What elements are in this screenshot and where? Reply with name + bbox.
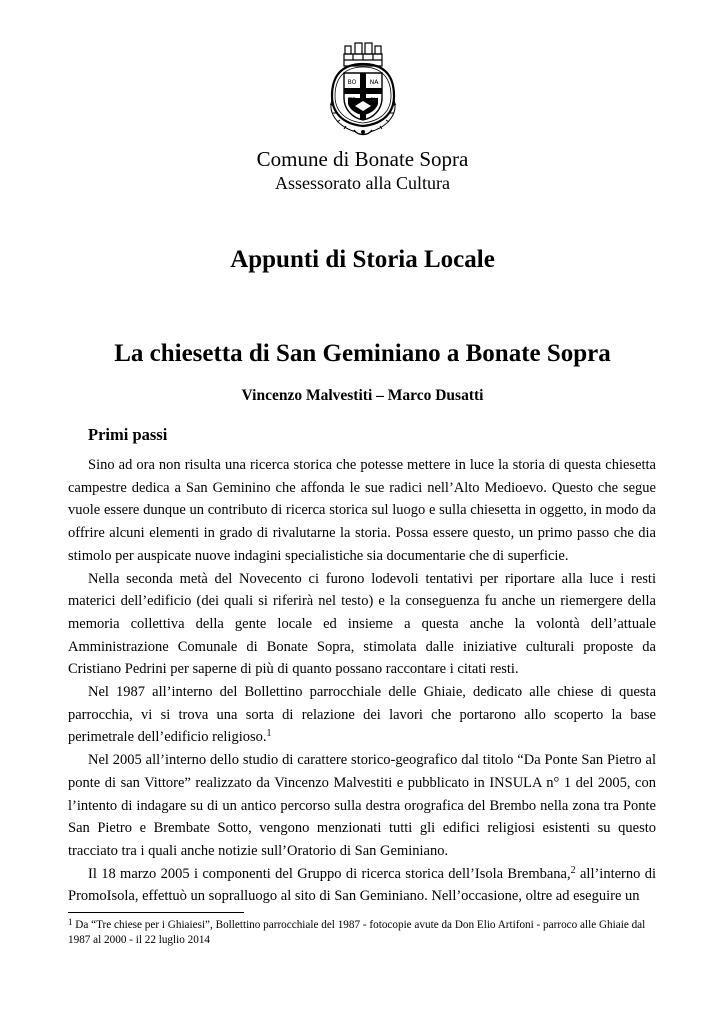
coat-of-arms-icon xyxy=(318,40,408,138)
authors: Vincenzo Malvestiti – Marco Dusatti xyxy=(241,387,484,404)
footnote xyxy=(68,918,656,948)
paragraph-text: Sino ad ora non risulta una ricerca storica che potesse mettere in luce la storia di questa chiesetta campestre dedica a San Geminino che affonda le sue radici nell’Alto Medioevo. Questo che segue vuole essere dunque un contributo di ricerca storica sul luogo e sulla chiesetta in oggetto, in modo da offrire alcuni elementi in grado di rivalutarne la storia. Possa essere questo, un primo passo che dia stimolo per auspicate nuove indagini specialistiche sia documentarie che di superficie. xyxy=(68,457,656,564)
crest-letter: TE xyxy=(348,97,356,104)
department-name: Assessorato alla Cultura xyxy=(275,173,450,193)
paragraph xyxy=(68,749,656,863)
footnote-text: Da “Tre chiese per i Ghiaiesi”, Bollettino parrocchiale del 1987 - fotocopie avute da Don Elio Artifoni - parroco alle Ghiaie dal 1987 al 2000 - il 22 luglio 2014 xyxy=(68,919,646,946)
footnote-reference[interactable]: 1 xyxy=(266,728,272,740)
crest-letter: BO xyxy=(347,79,357,86)
paragraph xyxy=(68,863,656,908)
footnote-number: 1 xyxy=(68,917,73,927)
footnote-divider xyxy=(68,912,244,913)
paragraph-text: Nel 2005 all’interno dello studio di carattere storico-geografico dal titolo “Da Ponte San Pietro al ponte di san Vittore” realizzato da Vincenzo Malvestiti e pubblicato in INSULA n° 1 del 2005, con l’intento di indagare su di un antico percorso sulla destra orografica del Brembo nella zona tra Ponte San Pietro e Brembate Sotto, vengono menzionati tutti gli edifici religiosi esistenti su questo tracciato tra i quali anche notizie sull’Oratorio di San Geminiano. xyxy=(68,752,656,859)
document-title: La chiesetta di San Geminiano a Bonate Sopra xyxy=(114,340,611,367)
paragraph-text: Nel 1987 all’interno del Bollettino parrocchiale delle Ghiaie, dedicato alle chiese di questa parrocchia, vi si trova una sorta di relazione dei lavori che portarono allo scoperto la base perimetrale dell’edificio religioso. xyxy=(68,684,656,746)
paragraph xyxy=(68,454,656,568)
paragraph xyxy=(68,681,656,749)
series-title: Appunti di Storia Locale xyxy=(230,246,495,273)
crest-letter: NA xyxy=(369,79,379,86)
paragraph xyxy=(68,568,656,682)
section-heading: Primi passi xyxy=(88,425,168,444)
organization-name: Comune di Bonate Sopra xyxy=(256,147,469,171)
body-text xyxy=(68,454,656,908)
paragraph-text: all’interno di PromoIsola, effettuò un sopralluogo al sito di San Geminiano. Nell’occasione, oltre ad eseguire un xyxy=(68,865,656,905)
paragraph-text: Nella seconda metà del Novecento ci furono lodevoli tentativi per riportare alla luce i resti materici dell’edificio (dei quali si riferirà nel testo) e la conseguenza fu anche un riemergere della memoria collettiva della gente locale ed insieme a questa anche la volontà dell’attuale Amministrazione Comunale di Bonate Sopra, stimolata dalle iniziative culturali proposte da Cristiano Pedrini per saperne di più di quanto possano raccontare i citati resti. xyxy=(68,570,656,678)
footnote-reference[interactable]: 2 xyxy=(570,864,576,876)
crest-letter: SU xyxy=(369,97,379,104)
paragraph-text: Il 18 marzo 2005 i componenti del Gruppo di ricerca storica dell’Isola Brembana, xyxy=(88,865,571,882)
